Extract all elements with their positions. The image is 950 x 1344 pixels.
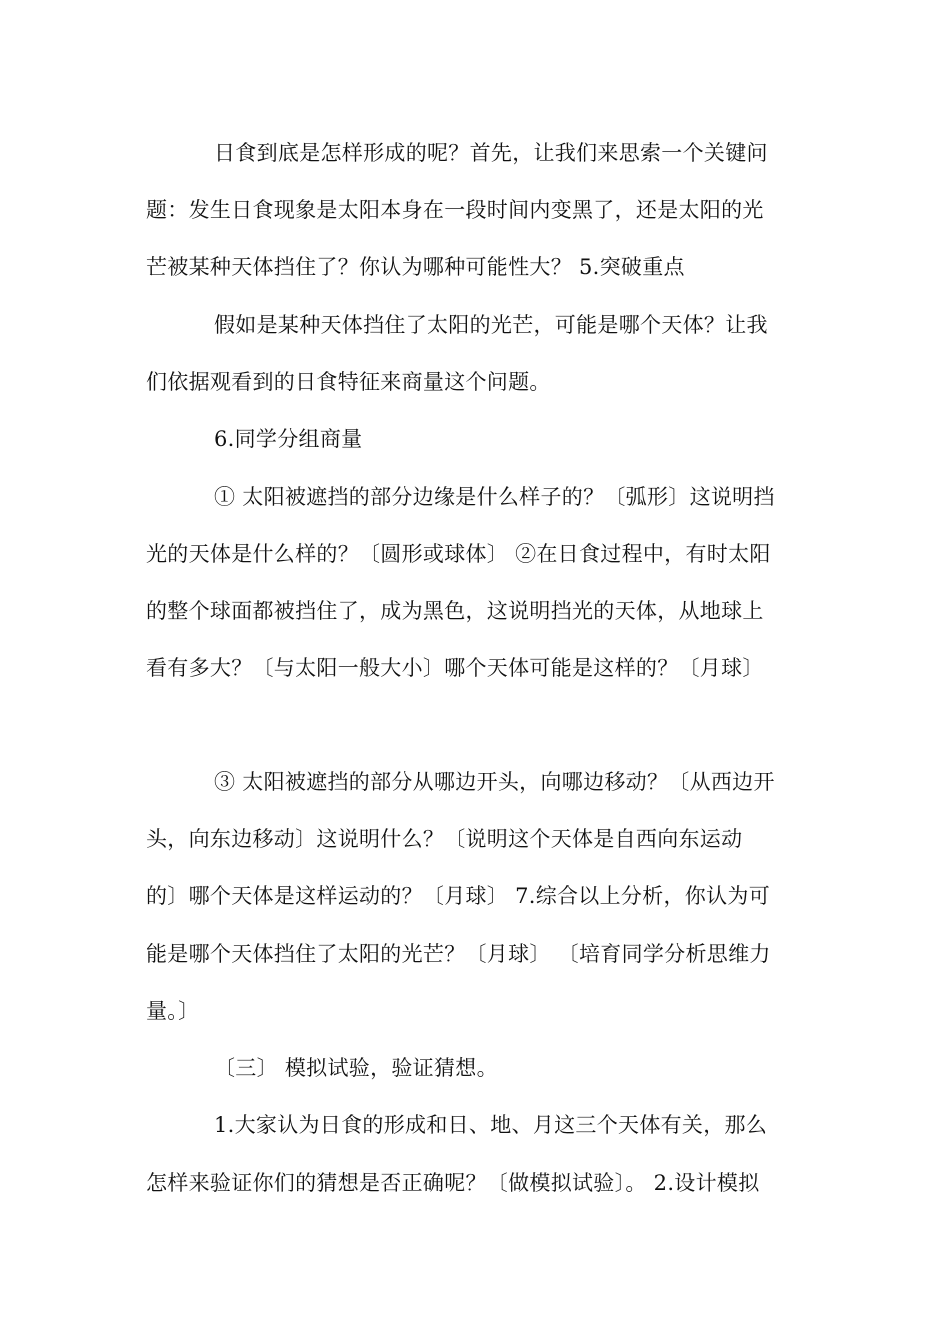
text-line: 看有多大？〔与太阳一般大小〕哪个天体可能是这样的？〔月球〕	[146, 656, 764, 680]
text-line: 日食到底是怎样形成的呢？首先，让我们来思索一个关键问	[214, 141, 768, 165]
text-line: 芒被某种天体挡住了？你认为哪种可能性大？ 5.突破重点	[146, 255, 685, 279]
text-line: 头，向东边移动〕这说明什么？〔说明这个天体是自西向东运动	[146, 827, 743, 851]
text-line: 量。〕	[146, 999, 200, 1023]
section-heading: 6.同学分组商量	[214, 427, 363, 451]
text-line: 们依据观看到的日食特征来商量这个问题。	[146, 370, 551, 394]
section-heading: 〔三〕 模拟试验，验证猜想。	[214, 1056, 498, 1080]
text-line: ③ 太阳被遮挡的部分从哪边开头，向哪边移动？〔从西边开	[214, 770, 775, 794]
text-line: 怎样来验证你们的猜想是否正确呢？〔做模拟试验〕。 2.设计模拟	[146, 1171, 760, 1195]
text-line: 1.大家认为日食的形成和日、地、月这三个天体有关，那么	[214, 1113, 768, 1137]
text-line: 假如是某种天体挡住了太阳的光芒，可能是哪个天体？让我	[214, 313, 768, 337]
text-line: 的整个球面都被挡住了，成为黑色，这说明挡光的天体，从地球上	[146, 599, 764, 623]
text-line: 的〕哪个天体是这样运动的？〔月球〕 7.综合以上分析，你认为可	[146, 884, 771, 908]
text-line: ① 太阳被遮挡的部分边缘是什么样子的？〔弧形〕这说明挡	[214, 485, 775, 509]
text-line: 题：发生日食现象是太阳本身在一段时间内变黑了，还是太阳的光	[146, 198, 764, 222]
text-line: 光的天体是什么样的？〔圆形或球体〕 ②在日食过程中，有时太阳	[146, 542, 771, 566]
text-line: 能是哪个天体挡住了太阳的光芒？〔月球〕 〔培育同学分析思维力	[146, 942, 771, 966]
